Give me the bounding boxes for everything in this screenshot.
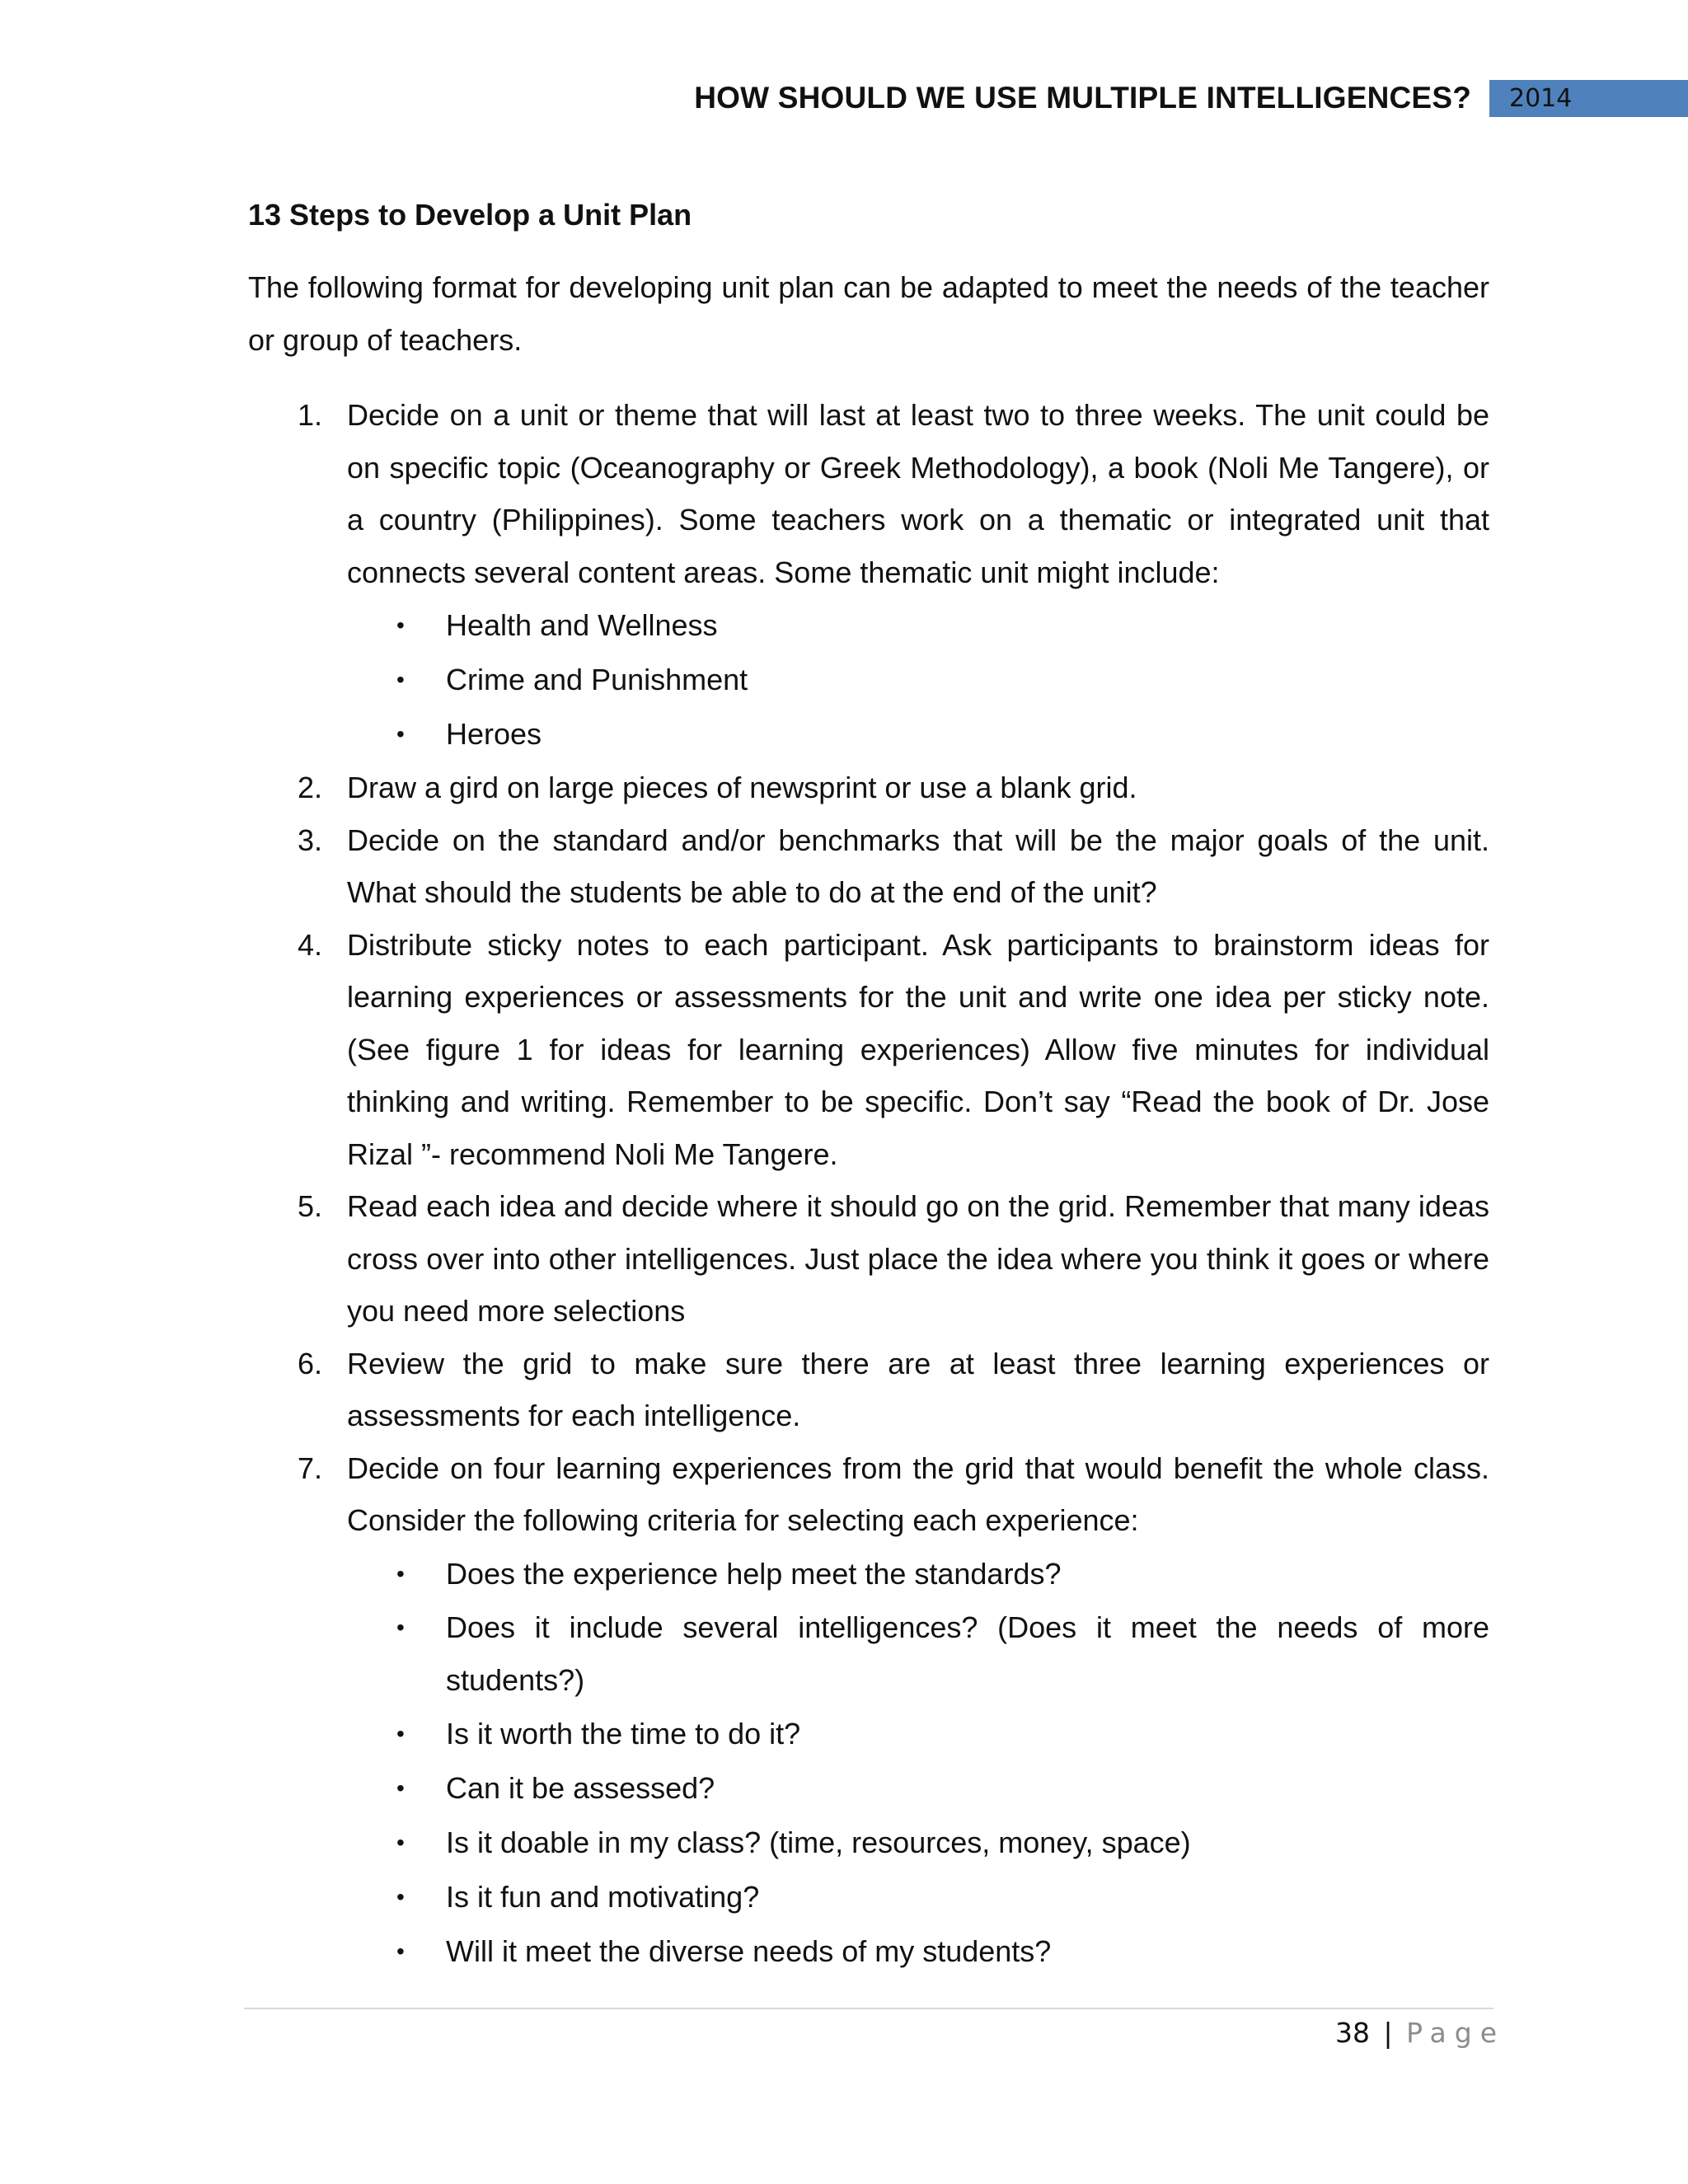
step-text: Distribute sticky notes to each participant. Ask participants to brainstorm ideas for learning experiences or assessments for the unit and write one idea per sticky note. (See figure 1 for ideas for learning experiences) Allow five minutes for individual thinking and writing. Remember to be specific. Don’t say “Read the book of Dr. Jose Rizal ”- recommend Noli Me Tangere. (347, 927, 1489, 1171)
bullet-text: Can it be assessed? (446, 1770, 715, 1805)
step-number: 5. (298, 1189, 323, 1223)
step-text: Decide on four learning experiences from the grid that would benefit the whole class. Consider the following criteria for selecting each experience: (347, 1451, 1489, 1537)
bullet-item (347, 1924, 1489, 1979)
step-text: Decide on a unit or theme that will last at least two to three weeks. The unit could be on specific topic (Oceanography or Greek Methodology), a book (Noli Me Tangere), or a country (Philippines). Some teachers work on a thematic or integrated unit that connects several content areas. Some thematic unit might include: (347, 398, 1489, 589)
bullet-text: Does it include several intelligences? (Does it meet the needs of more students?) (446, 1610, 1489, 1697)
step-item (248, 1338, 1489, 1442)
bullet-item (347, 1761, 1489, 1816)
bullet-item (347, 1816, 1489, 1870)
bullet-text: Heroes (446, 717, 542, 751)
step-text: Read each idea and decide where it should go on the grid. Remember that many ideas cross over into other intelligences. Just place the idea where you think it goes or where you need more selections (347, 1189, 1489, 1328)
bullet-text: Crime and Punishment (446, 663, 748, 696)
step-item (248, 1442, 1489, 1979)
page-number: 38 (1335, 2017, 1370, 2049)
intro-paragraph: The following format for developing unit plan can be adapted to meet the needs of the teacher or group of teachers. (248, 270, 1489, 357)
footer-separator: | (1383, 2017, 1393, 2049)
bullet-item (347, 598, 1489, 653)
step-number: 1. (298, 398, 323, 432)
bullet-icon: • (396, 1774, 405, 1801)
bullet-icon: • (396, 1829, 405, 1855)
step-item (248, 919, 1489, 1181)
bullet-icon: • (396, 1614, 405, 1640)
step-item (248, 389, 1489, 762)
step-text: Draw a gird on large pieces of newsprint or use a blank grid. (347, 771, 1137, 804)
bullet-item (347, 1601, 1489, 1707)
step-text: Review the grid to make sure there are at least three learning experiences or assessments for each intelligence. (347, 1346, 1489, 1432)
step-bullet-list (347, 598, 1489, 762)
bullet-text: Will it meet the diverse needs of my students? (446, 1933, 1052, 1968)
bullet-icon: • (396, 1938, 405, 1964)
step-item (248, 1180, 1489, 1338)
page-content (248, 194, 1489, 1979)
page-label: Page (1406, 2017, 1506, 2049)
bullet-icon: • (396, 721, 405, 747)
bullet-icon: • (396, 612, 405, 638)
bullet-item (347, 653, 1489, 707)
bullet-text: Does the experience help meet the standards? (446, 1556, 1062, 1591)
step-number: 2. (298, 771, 323, 804)
bullet-icon: • (396, 667, 405, 692)
step-item (248, 814, 1489, 919)
bullet-text: Health and Wellness (446, 608, 718, 642)
step-number: 4. (298, 927, 323, 962)
page-footer (1335, 2013, 1505, 2054)
bullet-item (347, 707, 1489, 762)
section-title: 13 Steps to Develop a Unit Plan (248, 198, 692, 232)
steps-list (248, 389, 1489, 1979)
step-number: 7. (298, 1451, 323, 1485)
bullet-icon: • (396, 1883, 405, 1910)
step-text: Decide on the standard and/or benchmarks that will be the major goals of the unit. What should the students be able to do at the end of the unit? (347, 823, 1489, 909)
bullet-item (347, 1870, 1489, 1924)
bullet-text: Is it worth the time to do it? (446, 1716, 801, 1750)
bullet-item (347, 1707, 1489, 1761)
step-item (248, 762, 1489, 814)
bullet-icon: • (396, 1720, 405, 1746)
running-header-year: 2014 (1489, 80, 1688, 117)
running-header-title: HOW SHOULD WE USE MULTIPLE INTELLIGENCES? (694, 81, 1471, 115)
bullet-text: Is it fun and motivating? (446, 1879, 760, 1914)
footer-divider (244, 2008, 1493, 2009)
step-bullet-list (347, 1547, 1489, 1979)
step-number: 6. (298, 1346, 323, 1380)
bullet-item (347, 1547, 1489, 1601)
bullet-icon: • (396, 1560, 405, 1586)
bullet-text: Is it doable in my class? (time, resources, money, space) (446, 1825, 1191, 1859)
step-number: 3. (298, 823, 323, 857)
